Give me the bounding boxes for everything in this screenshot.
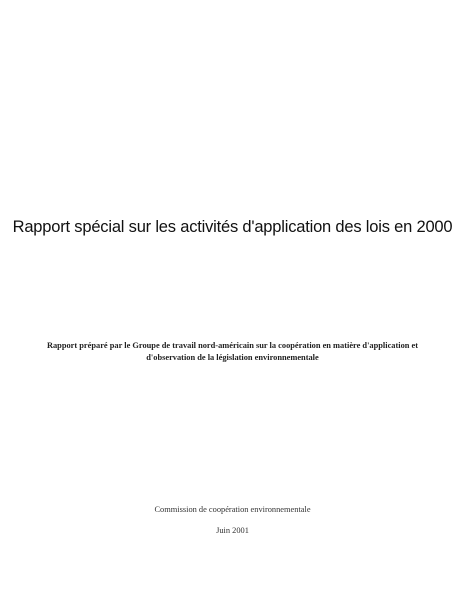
report-title: Rapport spécial sur les activités d'application des lois en 2000 xyxy=(12,218,453,236)
report-subtitle xyxy=(40,340,425,364)
subtitle-line-1: Rapport préparé par le Groupe de travail nord-américain sur la coopération en matière d'application et xyxy=(46,341,419,350)
organization-name: Commission de coopération environnementale xyxy=(154,505,311,514)
publication-date: Juin 2001 xyxy=(216,526,249,535)
subtitle-line-2: d'observation de la législation environnementale xyxy=(146,353,319,362)
